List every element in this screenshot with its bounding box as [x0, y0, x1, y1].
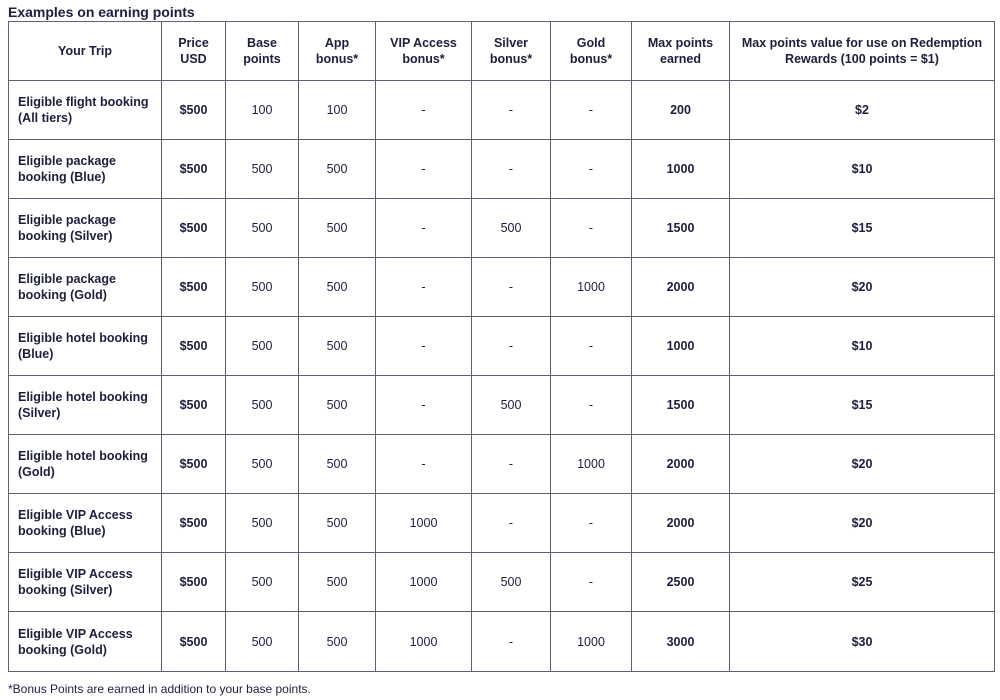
table-row [9, 317, 995, 376]
table-row [9, 494, 995, 553]
column-header-gold-bonus: Gold bonus* [551, 22, 632, 81]
column-header-base-points: Base points [226, 22, 299, 81]
cell-silver-bonus: - [472, 435, 551, 494]
cell-your-trip: Eligible package booking (Gold) [9, 258, 162, 317]
column-header-max-points-earned: Max points earned [632, 22, 730, 81]
cell-gold-bonus: - [551, 494, 632, 553]
table-row [9, 81, 995, 140]
column-header-vip-access-bonus: VIP Access bonus* [376, 22, 472, 81]
cell-vip-access-bonus: - [376, 81, 472, 140]
cell-base-points: 500 [226, 258, 299, 317]
cell-max-points-earned: 1500 [632, 199, 730, 258]
cell-app-bonus: 500 [299, 494, 376, 553]
cell-max-points-earned: 2500 [632, 553, 730, 612]
cell-price-usd: $500 [162, 435, 226, 494]
cell-your-trip: Eligible hotel booking (Silver) [9, 376, 162, 435]
cell-max-points-earned: 1000 [632, 140, 730, 199]
cell-base-points: 100 [226, 81, 299, 140]
cell-max-points-earned: 200 [632, 81, 730, 140]
cell-vip-access-bonus: 1000 [376, 553, 472, 612]
column-header-app-bonus: App bonus* [299, 22, 376, 81]
cell-your-trip: Eligible package booking (Blue) [9, 140, 162, 199]
cell-base-points: 500 [226, 553, 299, 612]
table-header-row [9, 22, 995, 81]
cell-gold-bonus: 1000 [551, 258, 632, 317]
cell-app-bonus: 100 [299, 81, 376, 140]
cell-gold-bonus: - [551, 199, 632, 258]
table-row [9, 376, 995, 435]
cell-app-bonus: 500 [299, 553, 376, 612]
cell-max-points-earned: 2000 [632, 258, 730, 317]
bonus-footnote: *Bonus Points are earned in addition to your base points. [8, 682, 311, 696]
cell-base-points: 500 [226, 494, 299, 553]
table-row [9, 435, 995, 494]
cell-silver-bonus: - [472, 317, 551, 376]
cell-price-usd: $500 [162, 140, 226, 199]
cell-max-points-value: $20 [730, 435, 995, 494]
cell-base-points: 500 [226, 435, 299, 494]
cell-max-points-earned: 3000 [632, 612, 730, 672]
cell-max-points-value: $15 [730, 199, 995, 258]
table-row [9, 140, 995, 199]
cell-silver-bonus: - [472, 81, 551, 140]
cell-base-points: 500 [226, 140, 299, 199]
column-header-your-trip: Your Trip [9, 22, 162, 81]
cell-your-trip: Eligible VIP Access booking (Silver) [9, 553, 162, 612]
cell-base-points: 500 [226, 199, 299, 258]
cell-silver-bonus: - [472, 140, 551, 199]
cell-gold-bonus: 1000 [551, 612, 632, 672]
cell-max-points-earned: 2000 [632, 435, 730, 494]
cell-price-usd: $500 [162, 258, 226, 317]
cell-your-trip: Eligible hotel booking (Blue) [9, 317, 162, 376]
cell-price-usd: $500 [162, 81, 226, 140]
cell-price-usd: $500 [162, 553, 226, 612]
cell-gold-bonus: - [551, 81, 632, 140]
column-header-silver-bonus: Silver bonus* [472, 22, 551, 81]
cell-price-usd: $500 [162, 317, 226, 376]
cell-app-bonus: 500 [299, 376, 376, 435]
cell-max-points-value: $10 [730, 140, 995, 199]
cell-price-usd: $500 [162, 612, 226, 672]
cell-vip-access-bonus: - [376, 199, 472, 258]
cell-your-trip: Eligible flight booking (All tiers) [9, 81, 162, 140]
cell-max-points-value: $30 [730, 612, 995, 672]
cell-gold-bonus: - [551, 553, 632, 612]
cell-gold-bonus: - [551, 140, 632, 199]
cell-base-points: 500 [226, 612, 299, 672]
cell-vip-access-bonus: - [376, 435, 472, 494]
cell-max-points-earned: 2000 [632, 494, 730, 553]
cell-max-points-value: $20 [730, 258, 995, 317]
page-title: Examples on earning points [8, 4, 195, 20]
cell-app-bonus: 500 [299, 612, 376, 672]
cell-vip-access-bonus: - [376, 317, 472, 376]
cell-app-bonus: 500 [299, 258, 376, 317]
cell-max-points-value: $10 [730, 317, 995, 376]
cell-your-trip: Eligible VIP Access booking (Gold) [9, 612, 162, 672]
table-row [9, 553, 995, 612]
points-examples-table [8, 21, 995, 672]
cell-app-bonus: 500 [299, 435, 376, 494]
cell-app-bonus: 500 [299, 140, 376, 199]
cell-max-points-value: $2 [730, 81, 995, 140]
cell-silver-bonus: - [472, 494, 551, 553]
cell-your-trip: Eligible VIP Access booking (Blue) [9, 494, 162, 553]
cell-vip-access-bonus: - [376, 258, 472, 317]
cell-price-usd: $500 [162, 494, 226, 553]
cell-silver-bonus: 500 [472, 376, 551, 435]
cell-app-bonus: 500 [299, 317, 376, 376]
cell-silver-bonus: 500 [472, 553, 551, 612]
cell-vip-access-bonus: - [376, 376, 472, 435]
table-row [9, 258, 995, 317]
cell-price-usd: $500 [162, 199, 226, 258]
table-row [9, 199, 995, 258]
cell-your-trip: Eligible package booking (Silver) [9, 199, 162, 258]
cell-vip-access-bonus: 1000 [376, 612, 472, 672]
cell-vip-access-bonus: - [376, 140, 472, 199]
cell-vip-access-bonus: 1000 [376, 494, 472, 553]
cell-silver-bonus: 500 [472, 199, 551, 258]
cell-silver-bonus: - [472, 258, 551, 317]
cell-max-points-value: $25 [730, 553, 995, 612]
cell-base-points: 500 [226, 376, 299, 435]
cell-gold-bonus: - [551, 317, 632, 376]
cell-base-points: 500 [226, 317, 299, 376]
table-row [9, 612, 995, 672]
cell-max-points-earned: 1000 [632, 317, 730, 376]
cell-silver-bonus: - [472, 612, 551, 672]
cell-your-trip: Eligible hotel booking (Gold) [9, 435, 162, 494]
cell-app-bonus: 500 [299, 199, 376, 258]
cell-price-usd: $500 [162, 376, 226, 435]
cell-max-points-value: $20 [730, 494, 995, 553]
cell-gold-bonus: - [551, 376, 632, 435]
column-header-price-usd: Price USD [162, 22, 226, 81]
cell-gold-bonus: 1000 [551, 435, 632, 494]
column-header-max-points-value: Max points value for use on Redemption Rewards (100 points = $1) [730, 22, 995, 81]
cell-max-points-value: $15 [730, 376, 995, 435]
cell-max-points-earned: 1500 [632, 376, 730, 435]
